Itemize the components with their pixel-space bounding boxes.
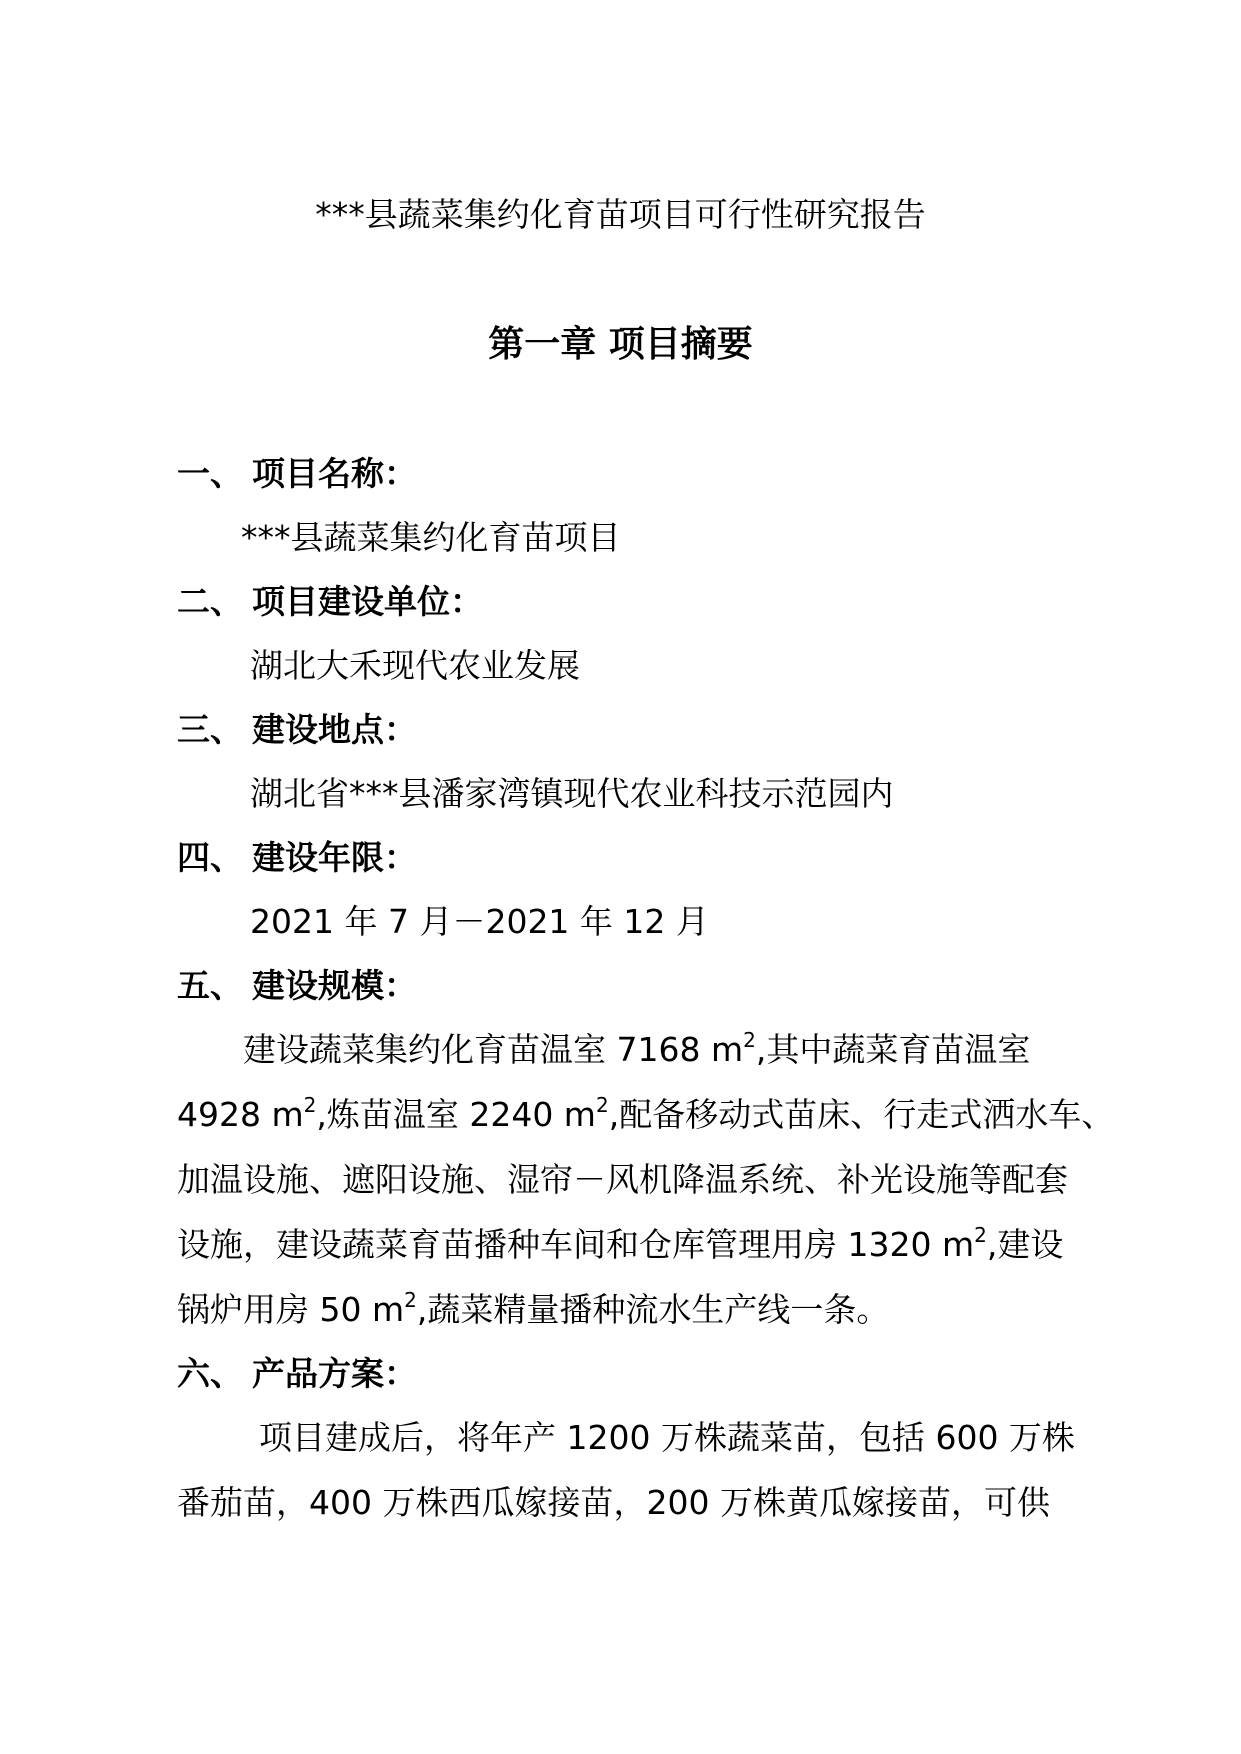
paragraph-line: 项目建成后，将年产 1200 万株蔬菜苗，包括 600 万株 (259, 1418, 1075, 1457)
section-title: 项目名称： (252, 454, 417, 493)
section-title: 产品方案： (252, 1354, 417, 1393)
project-name-value: ***县蔬菜集约化育苗项目 (241, 518, 621, 557)
document-title: ***县蔬菜集约化育苗项目可行性研究报告 (315, 195, 926, 234)
paragraph-line: 番茄苗，400 万株西瓜嫁接苗，200 万株黄瓜嫁接苗，可供 (177, 1483, 1050, 1522)
period-value: 2021 年 7 月－2021 年 12 月 (250, 902, 709, 941)
section-title: 建设地点： (252, 710, 417, 749)
paragraph-line: 建设蔬菜集约化育苗温室 7168 $m^2$,其中蔬菜育苗温室 (243, 1028, 1031, 1069)
section-heading-2 (177, 580, 483, 624)
paragraph-line: 锅炉用房 50 $m^2$,蔬菜精量播种流水生产线一条。 (177, 1288, 890, 1329)
product-paragraph (177, 1416, 1075, 1546)
section-number: 三、 (177, 710, 243, 749)
location-value: 湖北省***县潘家湾镇现代农业科技示范园内 (250, 774, 894, 813)
paragraph-line: 设施，建设蔬菜育苗播种车间和仓库管理用房 1320 $m^2$,建设 (177, 1223, 1064, 1264)
section-number: 一、 (177, 454, 243, 493)
scale-paragraph (177, 1028, 1115, 1353)
paragraph-line: 加温设施、遮阳设施、湿帘－风机降温系统、补光设施等配套 (177, 1160, 1068, 1199)
section-heading-1 (177, 452, 417, 496)
section-number: 二、 (177, 582, 243, 621)
section-heading-5 (177, 964, 417, 1008)
section-number: 四、 (177, 838, 243, 877)
section-title: 建设年限： (252, 838, 417, 877)
section-number: 六、 (177, 1354, 243, 1393)
section-heading-6 (177, 1352, 417, 1396)
section-number: 五、 (177, 966, 243, 1005)
construction-unit-value: 湖北大禾现代农业发展 (250, 646, 580, 685)
section-title: 建设规模： (252, 966, 417, 1005)
section-title: 项目建设单位： (252, 582, 483, 621)
chapter-heading: 第一章 项目摘要 (488, 324, 753, 365)
section-heading-3 (177, 708, 417, 752)
section-heading-4 (177, 836, 417, 880)
paragraph-line: 4928 $m^2$,炼苗温室 2240 $m^2$,配备移动式苗床、行走式洒水车、 (177, 1093, 1115, 1134)
